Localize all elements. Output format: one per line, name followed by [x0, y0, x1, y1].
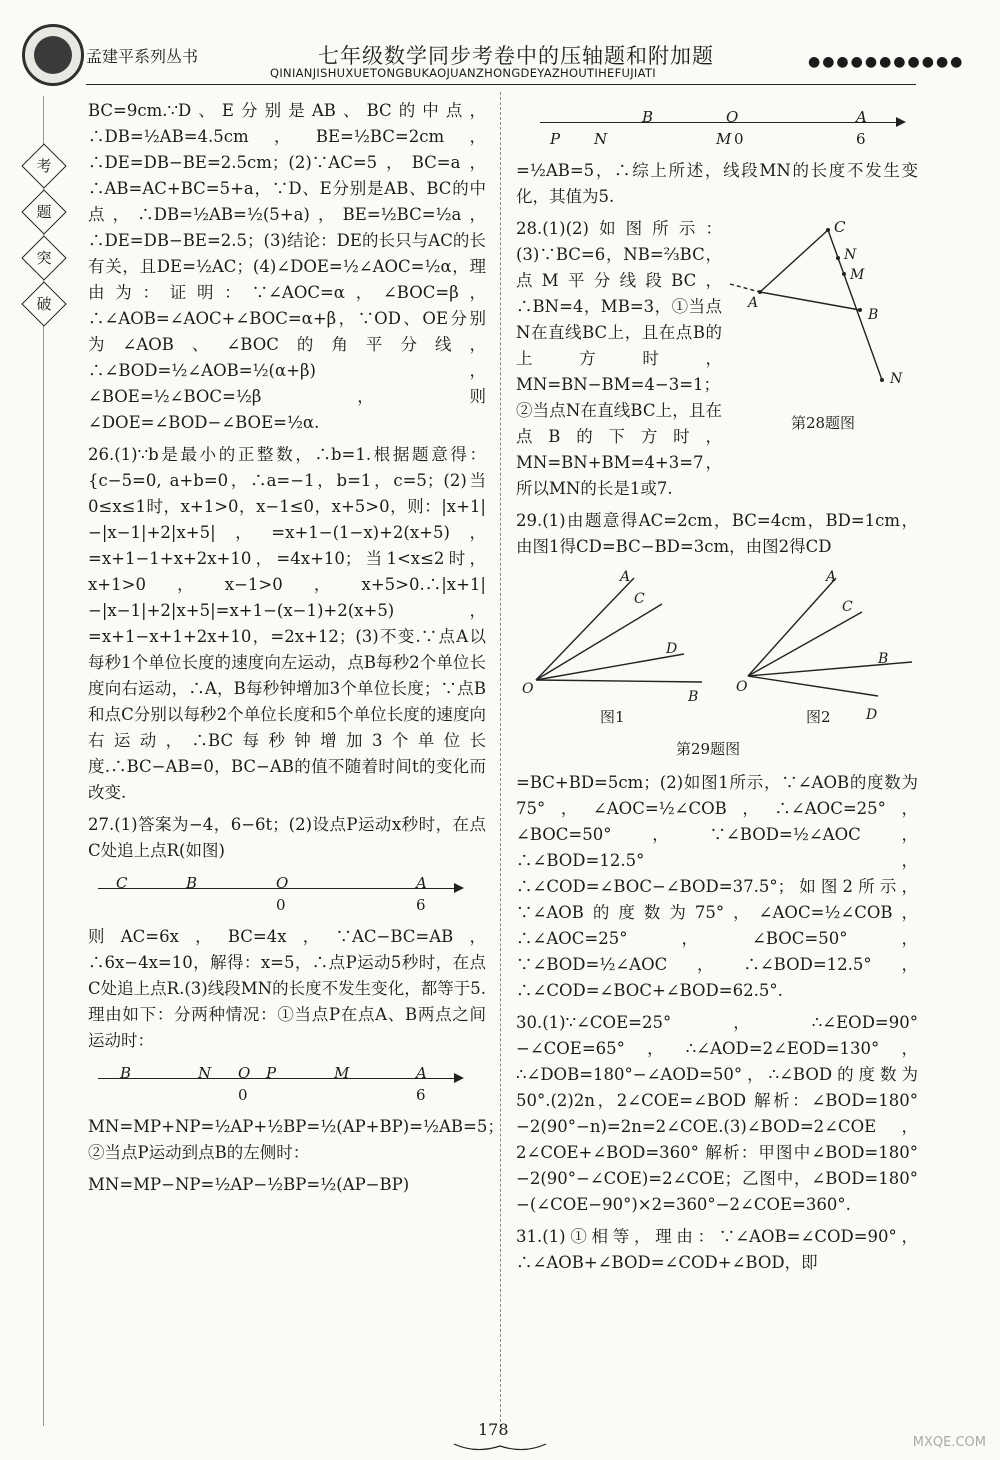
point-label: N: [594, 130, 608, 148]
number-line-2: [98, 1060, 478, 1108]
answer-25-continued: BC=9cm.∵D、E分别是AB、BC的中点，∴DB=½AB=4.5cm，BE=½BC=2cm，∴DE=DB−BE=2.5cm；(2)∵AC=5，BC=a，∴AB=AC+BC=5+a，∵D、E分别是AB、BC的中点，∴DB=½AB=½(5+a)，BE=½BC=½a，∴DE=DB−BE=2.5；(3)结论：DE的长只与AC的长有关，且DE=½AC；(4)∠DOE=½∠AOC=½α，理由为：证明：∵∠AOC=α，∠BOC=β，∴∠AOB=∠AOC+∠BOC=α+β，∵OD、OE分别为∠AOB、∠BOC的角平分线，∴∠BOD=½∠AOB=½(α+β)，∠BOE=½∠BOC=½β，则∠DOE=∠BOD−∠BOE=½α.: [88, 101, 486, 432]
point-label: O: [238, 1064, 251, 1082]
tick-number: 0: [734, 130, 744, 148]
answer-31: 31.(1)①相等，理由：∵∠AOB=∠COD=90°，∴∠AOB+∠BOD=∠COD+∠BOD，即: [516, 1227, 918, 1272]
fig28-label: N: [844, 247, 857, 263]
fig29-label: B: [688, 689, 699, 705]
answer-27-part1: 27.(1)答案为−4，6−6t；(2)设点P运动x秒时，在点C处追上点R(如图): [88, 815, 486, 860]
fig29-label: A: [620, 569, 631, 585]
point-label: A: [856, 108, 867, 126]
footer-ornament: [452, 1440, 548, 1454]
number-line-1: [98, 870, 478, 918]
fig28-label: N: [890, 371, 903, 387]
tick-number: 6: [416, 896, 426, 914]
point-label: B: [120, 1064, 132, 1082]
side-badge-1: 考: [21, 143, 66, 188]
fig29-caption: 第29题图: [676, 740, 741, 758]
tick-number: 6: [416, 1086, 426, 1104]
answer-27-conclusion: =½AB=5，∴综上所述，线段MN的长度不发生变化，其值为5.: [516, 161, 918, 206]
answer-28: 28.(1)(2)如图所示：(3)∵BC=6，NB=⅔BC，点M平分线段BC，∴BN=4，MB=3，①当点N在直线BC上，且在点B的上方时，MN=BN−BM=4−3=1；②当点N在直线BC上，且在点B的下方时，MN=BN+BM=4+3=7，所以MN的长是1或7.: [516, 219, 722, 498]
tick-number: 0: [276, 896, 286, 914]
fig29-label: A: [826, 569, 837, 585]
fig29-label: C: [634, 591, 645, 607]
column-divider: [500, 92, 501, 1432]
fig28-label: A: [748, 295, 759, 311]
point-label: A: [416, 874, 427, 892]
side-badge-3: 突: [21, 235, 66, 280]
answer-27-part2: 则AC=6x，BC=4x，∵AC−BC=AB，∴6x−4x=10，解得：x=5，∴点P运动5秒时，在点C处追上点R.(3)线段MN的长度不发生变化，都等于5.理由如下：分两种情况：①当点P在点A、B两点之间运动时：: [88, 927, 486, 1050]
side-badge-2: 题: [21, 189, 66, 234]
left-column: [88, 98, 504, 1204]
answer-27-part4: MN=MP−NP=½AP−½BP=½(AP−BP): [88, 1175, 410, 1194]
series-logo: [22, 24, 84, 86]
point-label: M: [716, 130, 732, 148]
point-label: B: [642, 108, 654, 126]
point-label: P: [550, 130, 561, 148]
point-label: N: [198, 1064, 212, 1082]
right-column: [516, 98, 918, 1282]
point-label: P: [266, 1064, 277, 1082]
point-label: M: [334, 1064, 350, 1082]
header-dots: ●●●●●●●●●●●: [808, 54, 965, 70]
fig29-sub-caption-2: 图2: [806, 708, 831, 726]
figure-29-drawing: [516, 566, 918, 736]
figure-28: [730, 220, 916, 436]
series-name: 孟建平系列丛书: [86, 47, 199, 66]
fig29-label: C: [842, 599, 853, 615]
fig29-sub-caption-1: 图1: [600, 708, 625, 726]
answer-30: 30.(1)∵∠COE=25°，∴∠EOD=90°−∠COE=65°，∴∠AOD=2∠EOD=130°，∴∠DOB=180°−∠AOD=50°，∴∠BOD的度数为50°.(2)2n，2∠COE=∠BOD 解析：∠BOD=180°−2(90°−n)=2n=2∠COE.(3)∠BOD=2∠COE，2∠COE+∠BOD=360° 解析：甲图中∠BOD=180°−2(90°−∠COE)=2∠COE；乙图中，∠BOD=180°−(∠COE−90°)×2=360°−2∠COE=360°.: [516, 1013, 918, 1214]
page-number: 178: [478, 1420, 509, 1439]
fig28-label: M: [850, 267, 865, 283]
fig29-label: D: [666, 641, 678, 657]
watermark: MXQE.COM: [912, 1435, 986, 1450]
point-label: B: [186, 874, 198, 892]
fig28-label: B: [868, 307, 879, 323]
point-label: A: [416, 1064, 427, 1082]
side-badge-4: 破: [21, 281, 66, 326]
figure-29: [516, 566, 918, 766]
fig28-label: C: [834, 218, 846, 236]
answer-27-part3: MN=MP+NP=½AP+½BP=½(AP+BP)=½AB=5；②当点P运动到点B的左侧时：: [88, 1117, 504, 1162]
fig29-label: D: [866, 707, 878, 723]
fig28-caption: 第28题图: [790, 414, 856, 432]
answer-29-part1: 29.(1)由题意得AC=2cm，BC=4cm，BD=1cm，由图1得CD=BC−BD=3cm，由图2得CD: [516, 511, 918, 556]
header-rule: [86, 84, 916, 85]
fig29-label: B: [878, 651, 889, 667]
fig29-label: O: [736, 679, 748, 695]
fig29-label: O: [522, 681, 534, 697]
tick-number: 6: [856, 130, 866, 148]
book-title: 七年级数学同步考卷中的压轴题和附加题: [318, 44, 714, 68]
number-line-3: [540, 104, 920, 152]
point-label: O: [726, 108, 739, 126]
answer-29-part2: =BC+BD=5cm；(2)如图1所示，∵∠AOB的度数为75°，∠AOC=½∠COB，∴∠AOC=25°，∠BOC=50°，∵∠BOD=½∠AOC，∴∠BOD=12.5°，∴∠COD=∠BOC−∠BOD=37.5°；如图2所示，∵∠AOB的度数为75°，∠AOC=½∠COB，∴∠AOC=25°，∠BOC=50°，∵∠BOD=½∠AOC，∴∠BOD=12.5°，∴∠COD=∠BOC+∠BOD=62.5°.: [516, 773, 918, 1000]
point-label: C: [116, 874, 128, 892]
answer-26: 26.(1)∵b是最小的正整数，∴b=1.根据题意得：{c−5=0, a+b=0，∴a=−1，b=1，c=5；(2)当0≤x≤1时，x+1>0，x−1≤0，x+5>0，则：|x+1|−|x−1|+2|x+5|，=x+1−(1−x)+2(x+5)，=x+1−1+x+2x+10，=4x+10；当1<x≤2时，x+1>0，x−1>0，x+5>0.∴|x+1|−|x−1|+2|x+5|=x+1−(x−1)+2(x+5)，=x+1−x+1+2x+10，=2x+12；(3)不变.∵点A以每秒1个单位长度的速度向左运动，点B每秒2个单位长度向右运动，∴A，B每秒钟增加3个单位长度；∵点B和点C分别以每秒2个单位长度和5个单位长度的速度向右运动，∴BC每秒钟增加3个单位长度.∴BC−AB=0，BC−AB的值不随着时间t的变化而改变.: [88, 445, 486, 802]
tick-number: 0: [238, 1086, 248, 1104]
point-label: O: [276, 874, 289, 892]
book-title-pinyin: QINIANJISHUXUETONGBUKAOJUANZHONGDEYAZHOUTIHEFUJIATI: [270, 66, 656, 80]
